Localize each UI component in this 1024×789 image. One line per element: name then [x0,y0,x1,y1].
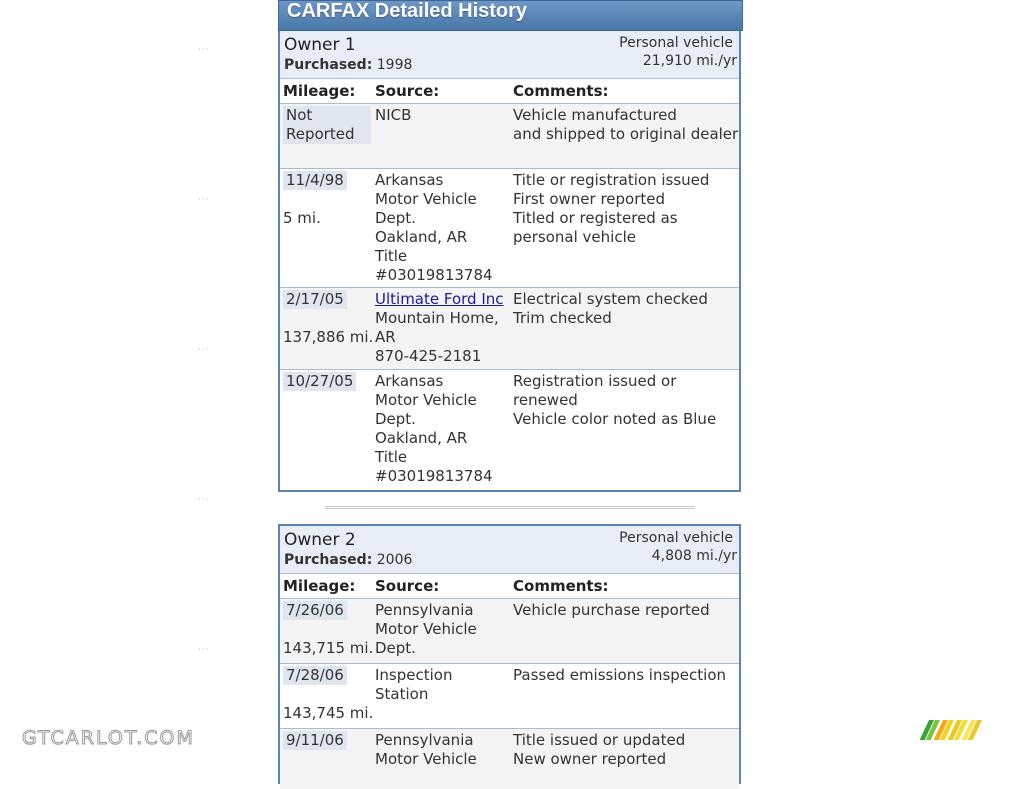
source-line: NICB [375,106,412,124]
history-row [280,104,739,169]
source-line: Mountain Home, [375,309,499,327]
record-date: 7/28/06 [283,666,347,685]
source-cell [375,601,509,658]
record-date: 7/26/06 [283,601,347,620]
purchased-year: 2006 [376,552,413,568]
mileage-cell [283,666,371,685]
history-row [280,370,739,490]
decor-dots: ··· [198,345,210,355]
mileage-cell [283,290,371,309]
decor-dots: ··· [198,495,210,505]
record-date: 11/4/98 [283,171,347,190]
history-row [280,169,739,288]
column-headers [280,574,739,599]
mileage-header: Mileage: [283,82,356,100]
page-title: CARFAX Detailed History [287,0,528,22]
purchased-label: Purchased: [284,57,373,73]
mileage-cell [283,372,371,391]
vehicle-type: Personal vehicle [619,35,733,51]
source-line: Oakland, AR [375,429,468,447]
source-cell [375,666,509,704]
comment-line: personal vehicle [513,228,636,246]
comments-cell [513,106,743,144]
source-line: Arkansas [375,372,444,390]
watermark-text: GTCARLOT.COM [22,727,195,749]
record-mileage: 5 mi. [283,209,321,227]
record-mileage: 137,886 mi. [283,328,374,346]
record-date: 9/11/06 [283,731,347,750]
purchased-line [284,552,412,568]
source-header: Source: [375,577,440,595]
history-row [280,599,739,664]
source-line: Title [375,448,408,466]
section-divider [325,506,695,509]
comments-cell [513,372,743,429]
dealer-link[interactable]: Ultimate Ford Inc [375,290,504,308]
source-line: 870-425-2181 [375,347,482,365]
source-header: Source: [375,82,440,100]
comments-cell [513,171,743,247]
comment-line: and shipped to original dealer [513,125,739,143]
comments-cell [513,601,743,620]
miles-per-year: 21,910 mi./yr [642,53,737,69]
vehicle-type: Personal vehicle [619,530,733,546]
history-row [280,288,739,370]
comment-line: Title or registration issued [513,171,710,189]
decor-dots: ··· [198,645,210,655]
comment-line: Vehicle purchase reported [513,601,710,619]
source-cell [375,731,509,769]
striped-logo-icon [920,720,998,740]
source-line: Title [375,247,408,265]
history-row [280,664,739,729]
comment-line: Registration issued or renewed [513,372,677,409]
comment-line: Titled or registered as [513,209,678,227]
source-line: AR [375,328,396,346]
comment-line: Passed emissions inspection [513,666,727,684]
record-date: 2/17/05 [283,290,347,309]
mileage-not-reported: Not Reported [283,106,371,144]
record-mileage: 143,745 mi. [283,704,374,722]
source-line: Motor Vehicle [375,750,477,768]
source-line: #03019813784 [375,467,493,485]
source-line: Motor Vehicle [375,190,477,208]
title-bar [278,0,743,31]
column-headers [280,79,739,104]
comment-line: Vehicle color noted as Blue [513,410,717,428]
mileage-header: Mileage: [283,577,356,595]
source-cell [375,290,509,366]
owner-1-header [280,31,739,79]
source-line: Pennsylvania [375,601,474,619]
mileage-cell [283,601,371,620]
owner-name: Owner 1 [284,35,356,55]
miles-per-year: 4,808 mi./yr [651,548,737,564]
owner-2-panel [278,524,741,784]
mileage-cell [283,106,371,144]
purchased-year: 1998 [376,57,413,73]
source-cell [375,106,509,125]
owner-1-panel [278,0,741,492]
comment-line: Trim checked [513,309,612,327]
comments-cell [513,666,743,685]
source-line: Oakland, AR [375,228,468,246]
mileage-cell [283,171,371,190]
comment-line: New owner reported [513,750,667,768]
history-row [280,729,739,789]
source-line: Dept. [375,209,416,227]
source-cell [375,372,509,486]
source-cell [375,171,509,285]
comment-line: Title issued or updated [513,731,686,749]
mileage-cell [283,731,371,750]
comment-line: First owner reported [513,190,666,208]
decor-dots: ··· [198,45,210,55]
comments-header: Comments: [513,82,609,100]
owner-2-header [280,526,739,574]
comment-line: Vehicle manufactured [513,106,677,124]
source-line: #03019813784 [375,266,493,284]
source-line: Dept. [375,639,416,657]
source-line: Motor Vehicle [375,620,477,638]
record-date: 10/27/05 [283,372,356,391]
comment-line: Electrical system checked [513,290,708,308]
decor-dots: ··· [198,195,210,205]
purchased-line [284,57,412,73]
comments-header: Comments: [513,577,609,595]
owner-name: Owner 2 [284,530,356,550]
record-mileage: 143,715 mi. [283,639,374,657]
purchased-label: Purchased: [284,552,373,568]
source-line: Arkansas [375,171,444,189]
comments-cell [513,290,743,328]
source-line: Inspection Station [375,666,453,703]
source-line: Pennsylvania [375,731,474,749]
source-line: Motor Vehicle [375,391,477,409]
source-line: Dept. [375,410,416,428]
comments-cell [513,731,743,769]
